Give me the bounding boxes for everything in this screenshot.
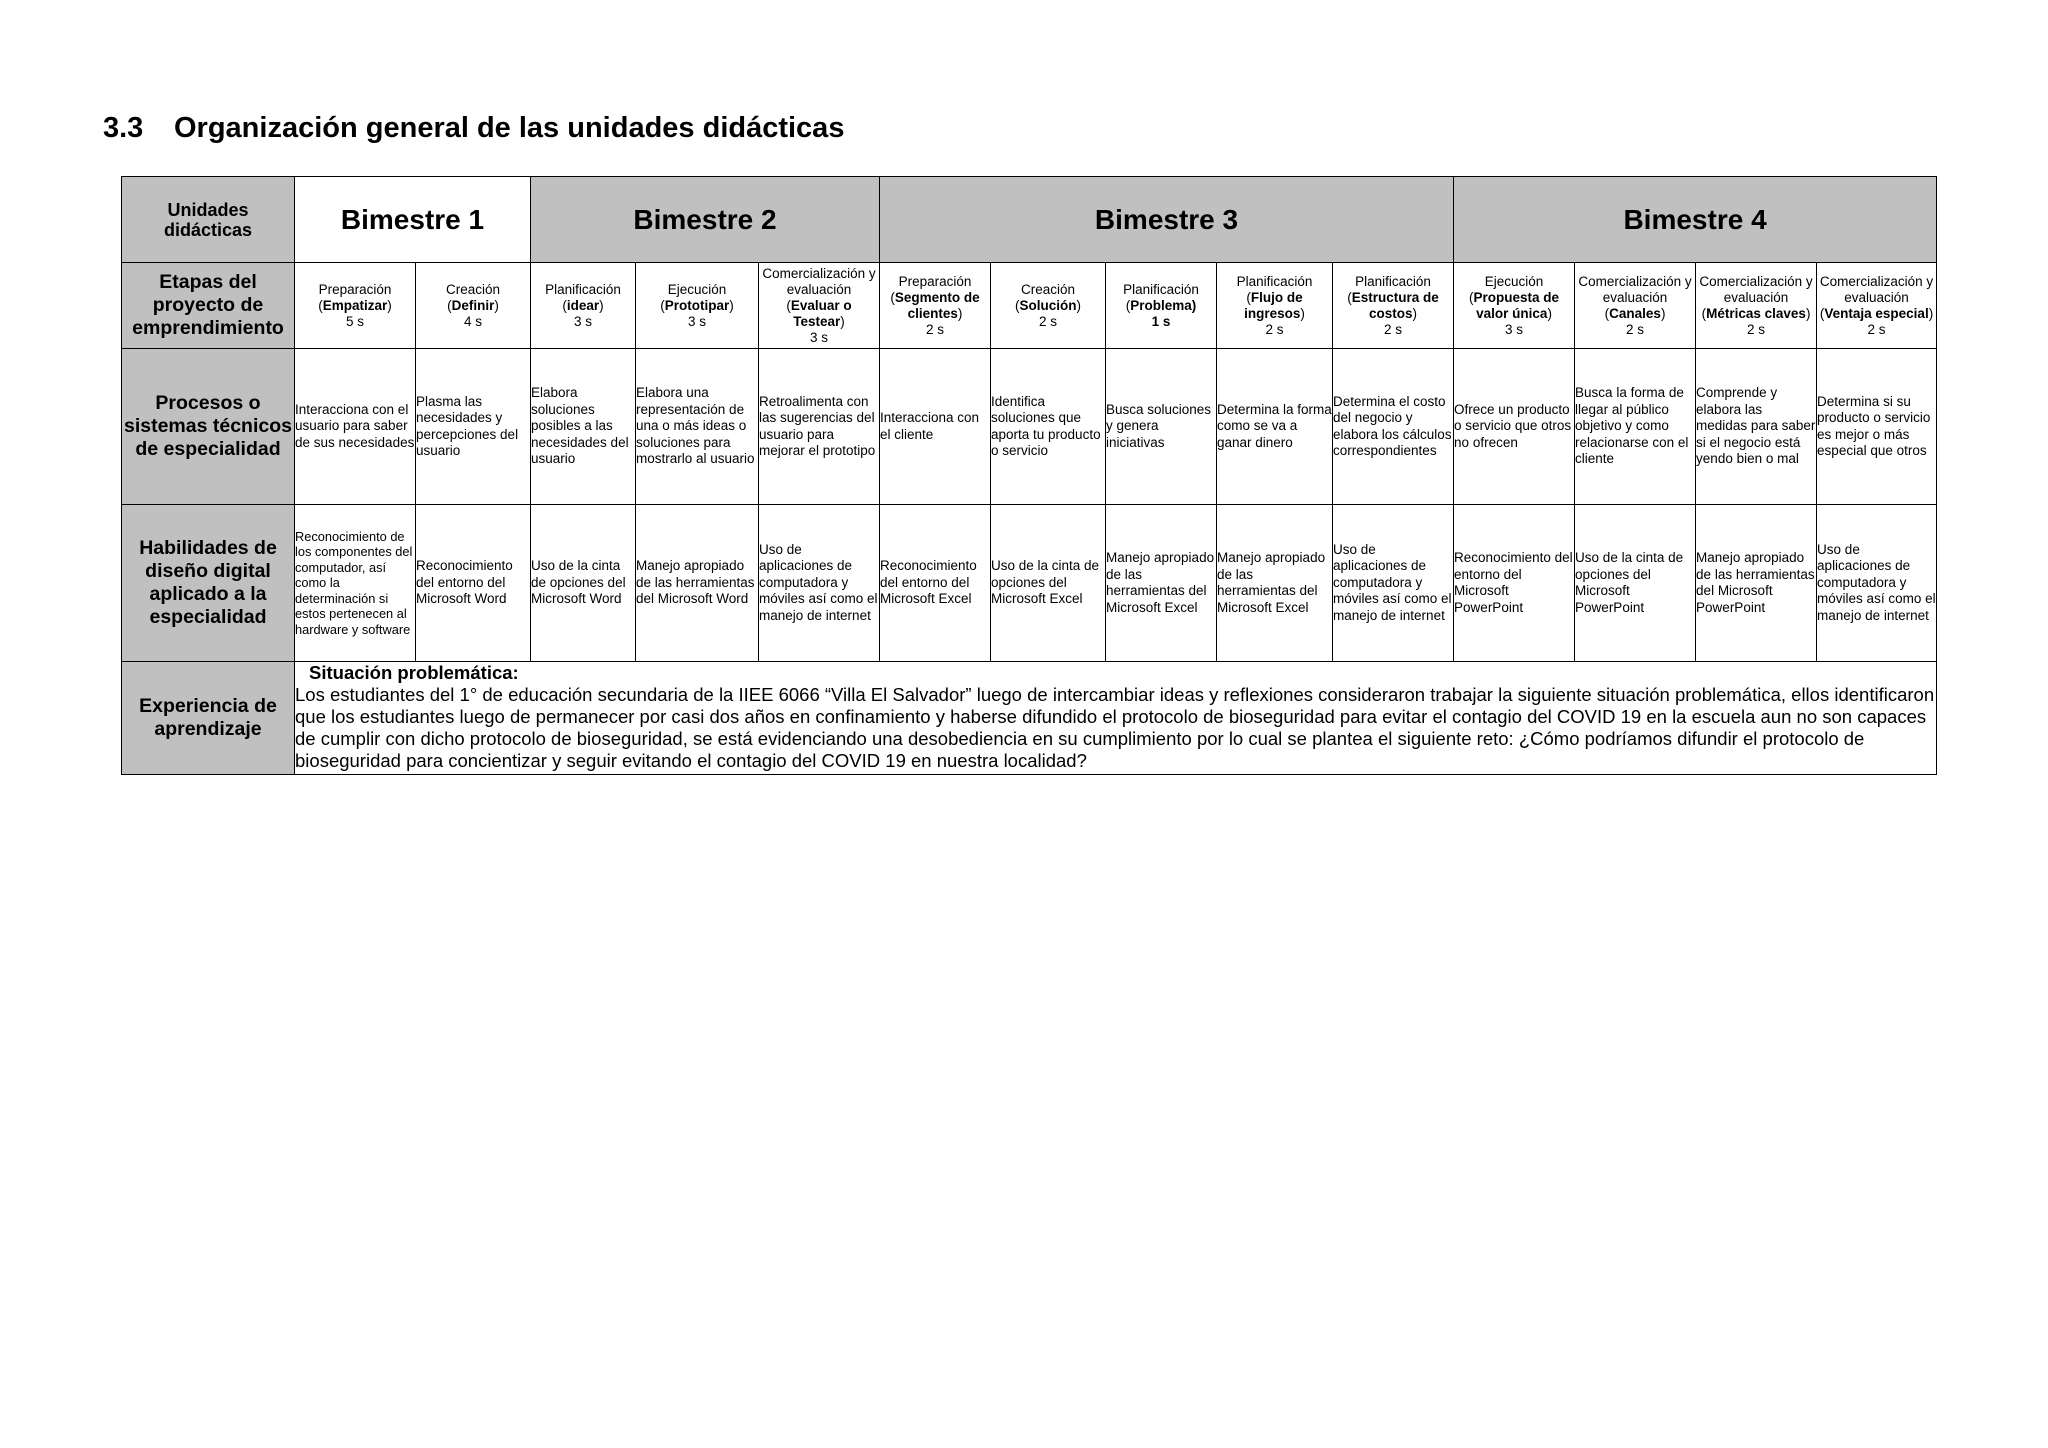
stage-detail: Definir [451, 297, 495, 313]
stage-cell: Creación (Solución) 2 s [991, 263, 1106, 349]
process-cell: Ofrece un producto o servicio que otros no ofrecen [1454, 349, 1575, 505]
stage-name: Planificación [1236, 273, 1313, 289]
stage-duration: 2 s [1384, 321, 1403, 337]
stage-name: Ejecución [1484, 273, 1544, 289]
stage-cell: Planificación (Problema) 1 s [1106, 263, 1217, 349]
stage-detail: Estructura de costos [1351, 289, 1439, 321]
stage-cell: Planificación (Estructura de costos) 2 s [1333, 263, 1454, 349]
skill-cell: Uso de aplicaciones de computadora y móviles así como el manejo de internet [759, 505, 880, 662]
stage-detail: Solución [1019, 297, 1077, 313]
bimestre-2-header: Bimestre 2 [531, 177, 880, 263]
stage-cell: Preparación (Segmento de clientes) 2 s [880, 263, 991, 349]
stage-duration: 3 s [809, 329, 828, 345]
skill-cell: Uso de aplicaciones de computadora y móviles así como el manejo de internet [1333, 505, 1454, 662]
skill-cell: Uso de la cinta de opciones del Microsoft Excel [991, 505, 1106, 662]
stage-name: Planificación [545, 281, 621, 297]
stage-name: Comercialización y evaluación [762, 265, 876, 297]
row-header-experiencia: Experiencia de aprendizaje [122, 662, 295, 775]
stage-name: Planificación [1355, 273, 1431, 289]
stage-name: Preparación [898, 273, 972, 289]
stage-name: Comercialización y evaluación [1578, 273, 1692, 305]
stage-name: Preparación [318, 281, 392, 297]
process-cell: Retroalimenta con las sugerencias del usuario para mejorar el prototipo [759, 349, 880, 505]
process-cell: Elabora una representación de una o más ideas o soluciones para mostrarlo al usuario [636, 349, 759, 505]
stage-duration: 3 s [687, 313, 706, 329]
process-cell: Plasma las necesidades y percepciones del usuario [416, 349, 531, 505]
row-header-unidades: Unidades didácticas [122, 177, 295, 263]
stage-detail: Evaluar o Testear [790, 297, 852, 329]
process-cell: Determina si su producto o servicio es mejor o más especial que otros [1817, 349, 1937, 505]
process-cell: Busca la forma de llegar al público objetivo y como relacionarse con el cliente [1575, 349, 1696, 505]
process-cell: Interacciona con el usuario para saber de sus necesidades [295, 349, 416, 505]
stage-detail: Propuesta de valor única [1473, 289, 1560, 321]
stage-cell: Ejecución (Prototipar) 3 s [636, 263, 759, 349]
skill-cell: Reconocimiento de los componentes del computador, así como la determinación si estos pertenecen al hardware y software [295, 505, 416, 662]
stage-detail: Problema) [1130, 297, 1197, 313]
bimestre-4-header: Bimestre 4 [1454, 177, 1937, 263]
row-procesos [122, 349, 1937, 505]
stage-cell: Comercialización y evaluación (Evaluar o Testear) 3 s [759, 263, 880, 349]
row-header-habilidades: Habilidades de diseño digital aplicado a la especialidad [122, 505, 295, 662]
stage-detail: Métricas claves [1706, 305, 1806, 321]
skill-cell: Manejo apropiado de las herramientas del Microsoft Word [636, 505, 759, 662]
stage-duration: 1 s [1151, 313, 1171, 329]
process-cell: Determina la forma como se va a ganar dinero [1217, 349, 1333, 505]
stage-name: Creación [1020, 281, 1076, 297]
row-header-procesos: Procesos o sistemas técnicos de especialidad [122, 349, 295, 505]
stage-name: Planificación [1123, 281, 1199, 297]
stage-cell: Planificación (Flujo de ingresos) 2 s [1217, 263, 1333, 349]
skill-cell: Manejo apropiado de las herramientas del Microsoft Excel [1217, 505, 1333, 662]
stage-detail: Empatizar [322, 297, 388, 313]
stage-name: Comercialización y evaluación [1699, 273, 1813, 305]
section-heading [103, 112, 844, 145]
stage-cell: Ejecución (Propuesta de valor única) 3 s [1454, 263, 1575, 349]
skill-cell: Reconocimiento del entorno del Microsoft Excel [880, 505, 991, 662]
skill-cell: Uso de aplicaciones de computadora y móviles así como el manejo de internet [1817, 505, 1937, 662]
section-number: 3.3 [103, 112, 144, 144]
stage-duration: 2 s [1867, 321, 1886, 337]
process-cell: Identifica soluciones que aporta tu producto o servicio [991, 349, 1106, 505]
stage-duration: 2 s [925, 321, 944, 337]
process-cell: Elabora soluciones posibles a las necesidades del usuario [531, 349, 636, 505]
row-habilidades [122, 505, 1937, 662]
stage-duration: 2 s [1038, 313, 1057, 329]
row-experiencia [122, 662, 1937, 775]
stage-detail: Segmento de clientes [894, 289, 980, 321]
stage-detail: Flujo de ingresos [1244, 289, 1303, 321]
row-etapas [122, 263, 1937, 349]
process-cell: Determina el costo del negocio y elabora los cálculos correspondientes [1333, 349, 1454, 505]
stage-duration: 4 s [463, 313, 482, 329]
stage-cell: Comercialización y evaluación (Canales) 2 s [1575, 263, 1696, 349]
experience-title: Situación problemática: [309, 662, 519, 683]
row-unidades [122, 177, 1937, 263]
stage-cell: Creación (Definir) 4 s [416, 263, 531, 349]
stage-name: Ejecución [667, 281, 727, 297]
stage-detail: Canales [1609, 305, 1661, 321]
process-cell: Interacciona con el cliente [880, 349, 991, 505]
stage-duration: 3 s [1505, 321, 1524, 337]
process-cell: Busca soluciones y genera iniciativas [1106, 349, 1217, 505]
skill-cell: Manejo apropiado de las herramientas del Microsoft PowerPoint [1696, 505, 1817, 662]
stage-detail: idear [566, 297, 600, 313]
stage-duration: 2 s [1626, 321, 1645, 337]
stage-duration: 2 s [1265, 321, 1284, 337]
stage-name: Creación [445, 281, 501, 297]
skill-cell: Reconocimiento del entorno del Microsoft Word [416, 505, 531, 662]
skill-cell: Manejo apropiado de las herramientas del Microsoft Excel [1106, 505, 1217, 662]
stage-cell: Preparación (Empatizar) 5 s [295, 263, 416, 349]
stage-cell: Comercialización y evaluación (Métricas claves) 2 s [1696, 263, 1817, 349]
bimestre-3-header: Bimestre 3 [880, 177, 1454, 263]
experience-text: Los estudiantes del 1° de educación secundaria de la IIEE 6066 “Villa El Salvador” luego de intercambiar ideas y reflexiones consideraron trabajar la siguiente situación problemática, ellos identificaron que los estudiantes luego de permanecer por casi dos años en confinamiento y haberse difundido el protocolo de bioseguridad para evitar el contagio del COVID 19 en la escuela aun no son capaces de cumplir con dicho protocolo de bioseguridad, se está evidenciando una desobediencia en su cumplimiento por lo cual se plantea el siguiente reto: ¿Cómo podríamos difundir el protocolo de bioseguridad para concientizar y seguir evitando el contagio del COVID 19 en nuestra localidad? [295, 684, 1935, 771]
stage-cell: Planificación (idear) 3 s [531, 263, 636, 349]
stage-duration: 2 s [1747, 321, 1766, 337]
stage-detail: Ventaja especial [1824, 305, 1929, 321]
row-header-etapas: Etapas del proyecto de emprendimiento [122, 263, 295, 349]
process-cell: Comprende y elabora las medidas para saber si el negocio está yendo bien o mal [1696, 349, 1817, 505]
experience-cell [295, 662, 1937, 775]
stage-duration: 5 s [345, 313, 364, 329]
stage-detail: Prototipar [664, 297, 730, 313]
stage-name: Comercialización y evaluación [1819, 273, 1934, 305]
skill-cell: Reconocimiento del entorno del Microsoft PowerPoint [1454, 505, 1575, 662]
skill-cell: Uso de la cinta de opciones del Microsoft PowerPoint [1575, 505, 1696, 662]
bimestre-1-header: Bimestre 1 [295, 177, 531, 263]
units-table [121, 176, 1937, 775]
skill-cell: Uso de la cinta de opciones del Microsoft Word [531, 505, 636, 662]
stage-cell: Comercialización y evaluación (Ventaja especial) 2 s [1817, 263, 1937, 349]
stage-duration: 3 s [573, 313, 592, 329]
section-title: Organización general de las unidades didácticas [174, 112, 845, 144]
